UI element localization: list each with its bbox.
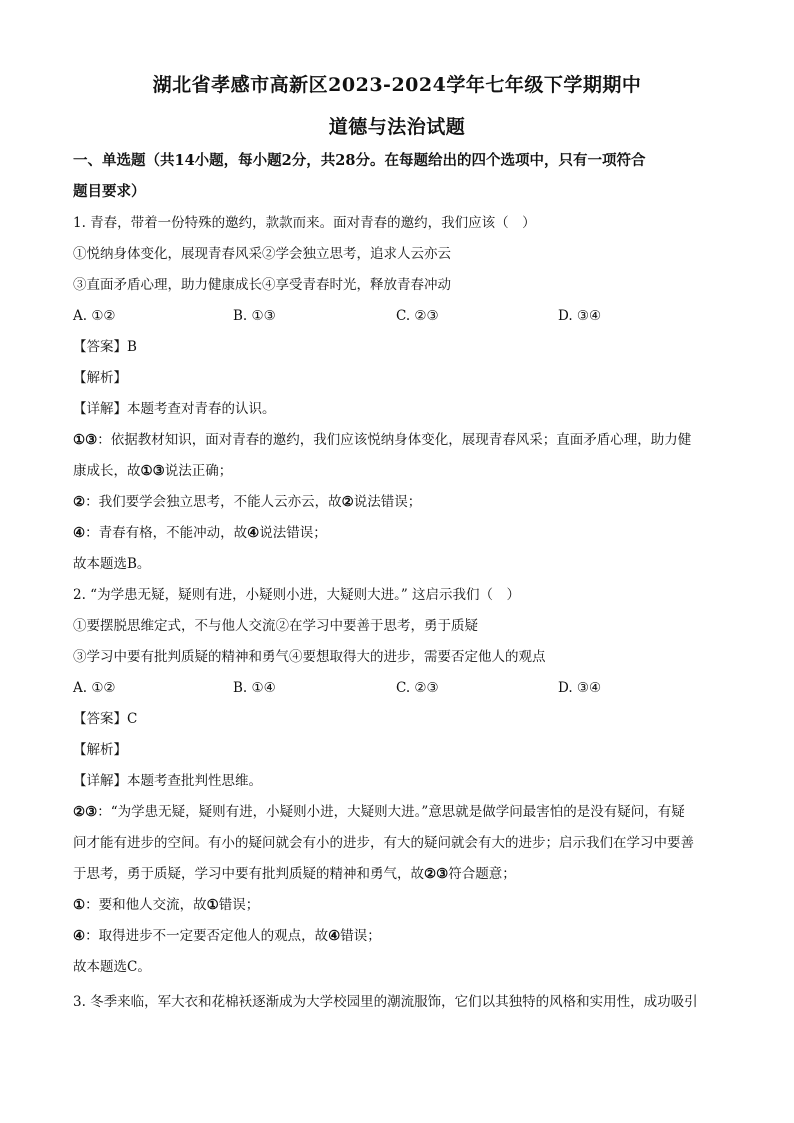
section-header: 一、单选题（共14小题，每小题2分，共28分。在每题给出的四个选项中，只有一项符合	[73, 152, 646, 169]
question-2-stem: 2. “为学患无疑，疑则有进，小疑则小进，大疑则大进。” 这启示我们（ ）	[73, 587, 521, 603]
question-1-detail: 【详解】本题考查对青春的认识。	[73, 401, 276, 417]
document-title: 湖北省孝感市高新区2023-2024学年七年级下学期期中	[152, 74, 642, 96]
question-1-answer: 【答案】B	[73, 339, 137, 355]
question-1-explanation-2: ②：我们要学会独立思考，不能人云亦云，故②说法错误；	[73, 494, 422, 510]
question-2-option-a: A. ①②	[73, 680, 116, 696]
question-1-option-b: B. ①③	[233, 308, 276, 324]
section-header-continued: 题目要求）	[73, 183, 146, 200]
question-1-statements-line-1: ①悦纳身体变化，展现青春风采②学会独立思考，追求人云亦云	[73, 246, 451, 262]
question-1-statements-line-2: ③直面矛盾心理，助力健康成长④享受青春时光，释放青春冲动	[73, 277, 451, 293]
question-2-explanation-1-continued: 问才能有进步的空间。有小的疑问就会有小的进步，有大的疑问就会有大的进步；启示我们在学习中要善	[73, 835, 694, 851]
question-1-option-c: C. ②③	[396, 308, 439, 324]
question-2-answer: 【答案】C	[73, 711, 138, 727]
question-1-option-d: D. ③④	[558, 308, 602, 324]
question-3-stem: 3. 冬季来临，军大衣和花棉袄逐渐成为大学校园里的潮流服饰，它们以其独特的风格和实用性，成功吸引	[73, 994, 698, 1010]
question-1-explanation-1: ①③：依据教材知识，面对青春的邀约，我们应该悦纳身体变化，展现青春风采；直面矛盾心理，助力健	[73, 432, 692, 448]
question-2-explanation-3: ④：取得进步不一定要否定他人的观点，故④错误；	[73, 928, 381, 944]
question-1-option-a: A. ①②	[73, 308, 116, 324]
question-2-explanation-1-end: 于思考，勇于质疑，学习中要有批判质疑的精神和勇气，故②③符合题意；	[73, 866, 516, 882]
question-2-conclusion: 故本题选C。	[73, 959, 151, 975]
question-1-explanation-1-continued: 康成长，故①③说法正确；	[73, 463, 233, 479]
question-1-conclusion: 故本题选B。	[73, 556, 151, 572]
question-2-option-d: D. ③④	[558, 680, 602, 696]
question-2-analysis-label: 【解析】	[73, 742, 127, 758]
document-subtitle: 道德与法治试题	[328, 116, 466, 138]
question-2-option-b: B. ①④	[233, 680, 276, 696]
question-1-explanation-3: ④：青春有格，不能冲动，故④说法错误；	[73, 525, 327, 541]
question-2-detail: 【详解】本题考查批判性思维。	[73, 773, 262, 789]
question-1-analysis-label: 【解析】	[73, 370, 127, 386]
question-2-explanation-1: ②③：“为学患无疑，疑则有进，小疑则小进，大疑则大进。”意思就是做学问最害怕的是没有疑问，有疑	[73, 804, 685, 820]
marker: ①③	[73, 432, 98, 448]
question-2-statements-line-1: ①要摆脱思维定式，不与他人交流②在学习中要善于思考，勇于质疑	[73, 618, 478, 634]
question-2-explanation-2: ①：要和他人交流，故①错误；	[73, 897, 260, 913]
question-1-stem: 1. 青春，带着一份特殊的邀约，款款而来。面对青春的邀约，我们应该（ ）	[73, 215, 536, 231]
question-2-option-c: C. ②③	[396, 680, 439, 696]
question-2-statements-line-2: ③学习中要有批判质疑的精神和勇气④要想取得大的进步，需要否定他人的观点	[73, 649, 546, 665]
